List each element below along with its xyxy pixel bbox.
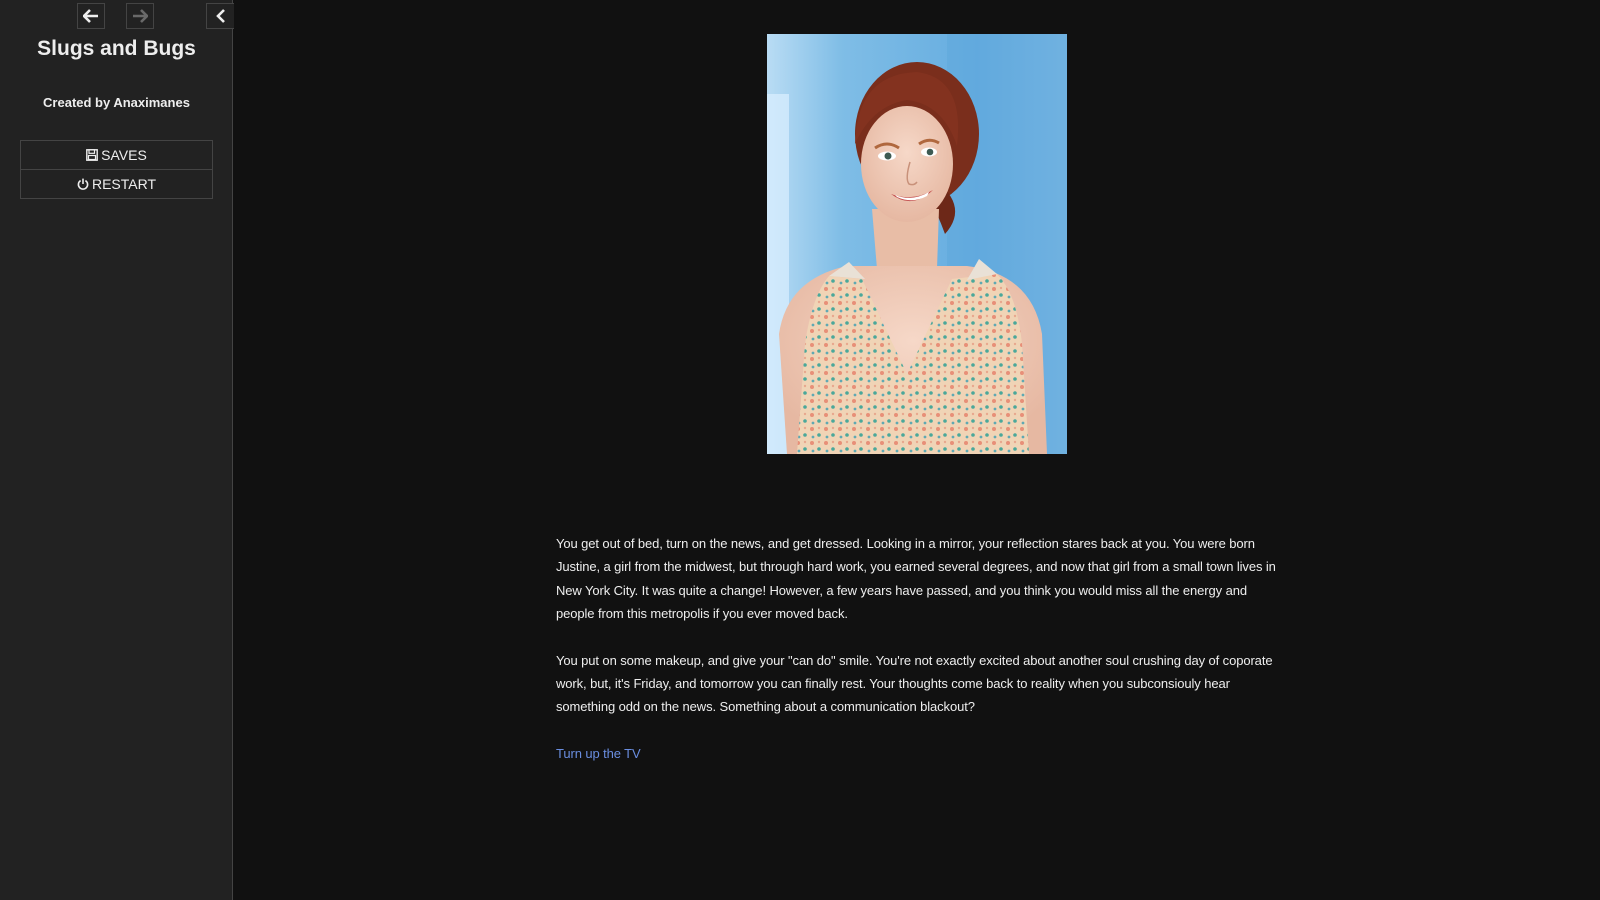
turn-up-tv-link[interactable]: Turn up the TV	[556, 745, 641, 761]
story-title: Slugs and Bugs	[37, 37, 196, 60]
sidebar	[0, 0, 233, 900]
passage	[556, 532, 1286, 788]
history-back-button[interactable]	[77, 3, 105, 29]
history-forward-button[interactable]	[126, 3, 154, 29]
saves-label: SAVES	[101, 147, 147, 163]
story-author: Created by Anaximanes	[43, 95, 190, 110]
restart-label: RESTART	[91, 176, 157, 192]
passage-paragraph-2: You put on some makeup, and give your "can do" smile. You're not exactly excited about another soul crushing day of coporate work, but, it's Friday, and tomorrow you can finally rest. Your thoughts come back to reality when you subconsiouly hear something odd on the news. Something about a communication blackout?	[556, 652, 1273, 715]
passage-paragraph-1: You get out of bed, turn on the news, and get dressed. Looking in a mirror, your reflection stares back at you. You were born Justine, a girl from the midwest, but through hard work, you earned several degrees, and now that girl from a small town lives in New York City. It was quite a change! However, a few years have passed, and you think you would miss all the energy and people from this metropolis if you ever moved back.	[556, 536, 1276, 622]
character-portrait-graphic	[767, 34, 1067, 454]
arrow-right-icon	[132, 9, 148, 23]
sidebar-toggle-button[interactable]	[206, 3, 234, 29]
chevron-left-icon	[216, 9, 226, 23]
character-portrait	[767, 34, 1067, 454]
saves-button[interactable]	[21, 141, 212, 169]
power-icon	[77, 178, 89, 190]
restart-button[interactable]	[21, 169, 212, 198]
passage-link-container	[556, 742, 1286, 765]
menu-core	[20, 140, 213, 199]
arrow-left-icon	[83, 9, 99, 23]
floppy-disk-icon	[86, 149, 98, 161]
